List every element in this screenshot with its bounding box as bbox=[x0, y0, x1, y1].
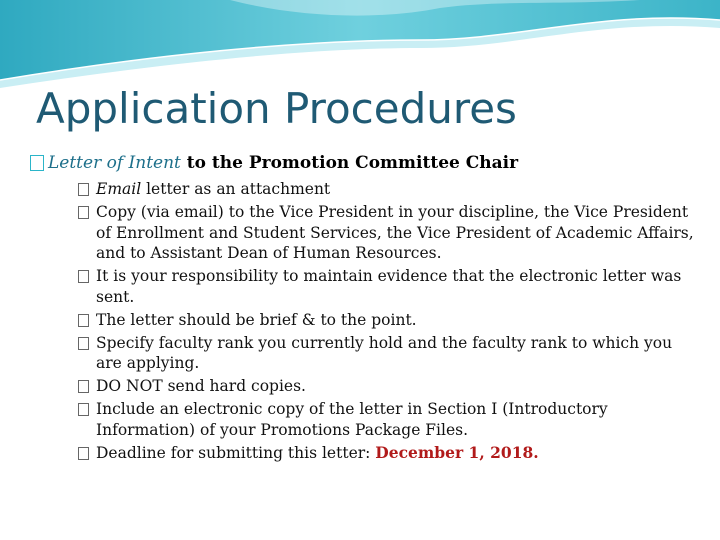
list-item bbox=[78, 443, 698, 464]
bullet-text: Include an electronic copy of the letter in Section I (Introductory Information) of your Promotions Package Files. bbox=[96, 400, 608, 439]
list-item bbox=[78, 376, 698, 397]
heading-text: to the Promotion Committee Chair bbox=[180, 153, 519, 173]
bullet-text: It is your responsibility to maintain evidence that the electronic letter was sent. bbox=[96, 267, 682, 306]
bullet-text: Deadline for submitting this letter: bbox=[96, 443, 376, 462]
list-item bbox=[78, 399, 698, 440]
list-item bbox=[78, 202, 698, 264]
heading-italic: Letter of Intent bbox=[48, 153, 181, 173]
list-item bbox=[78, 333, 698, 374]
deadline-date: December 1, 2018. bbox=[375, 442, 539, 462]
section-heading bbox=[30, 152, 700, 174]
header-wave-decoration bbox=[0, 0, 720, 90]
list-item bbox=[78, 179, 698, 200]
bullet-box-icon bbox=[78, 447, 89, 460]
bullet-box-icon bbox=[78, 337, 89, 350]
bullet-text: Specify faculty rank you currently hold and the faculty rank to which you are applying. bbox=[96, 333, 673, 372]
bullet-italic: Email bbox=[96, 180, 142, 198]
bullet-box-icon bbox=[78, 380, 89, 393]
bullet-box-icon bbox=[78, 206, 89, 219]
bullet-text: letter as an attachment bbox=[141, 180, 331, 198]
list-item bbox=[78, 310, 698, 331]
bullet-box-icon bbox=[78, 314, 89, 327]
bullet-box-icon bbox=[78, 403, 89, 416]
bullet-text: DO NOT send hard copies. bbox=[96, 377, 306, 395]
bullet-text: Copy (via email) to the Vice President in your discipline, the Vice President of Enrollment and Student Services, the Vice President of Academic Affairs, and to Assistant Dean of Human Resources. bbox=[96, 203, 694, 262]
bullet-text: The letter should be brief & to the point. bbox=[96, 310, 417, 329]
bullet-box-icon bbox=[78, 270, 89, 283]
square-bullet-icon bbox=[30, 155, 44, 171]
page-title: Application Procedures bbox=[36, 84, 517, 133]
bullet-list bbox=[78, 179, 698, 466]
bullet-box-icon bbox=[78, 183, 89, 196]
list-item bbox=[78, 266, 698, 307]
